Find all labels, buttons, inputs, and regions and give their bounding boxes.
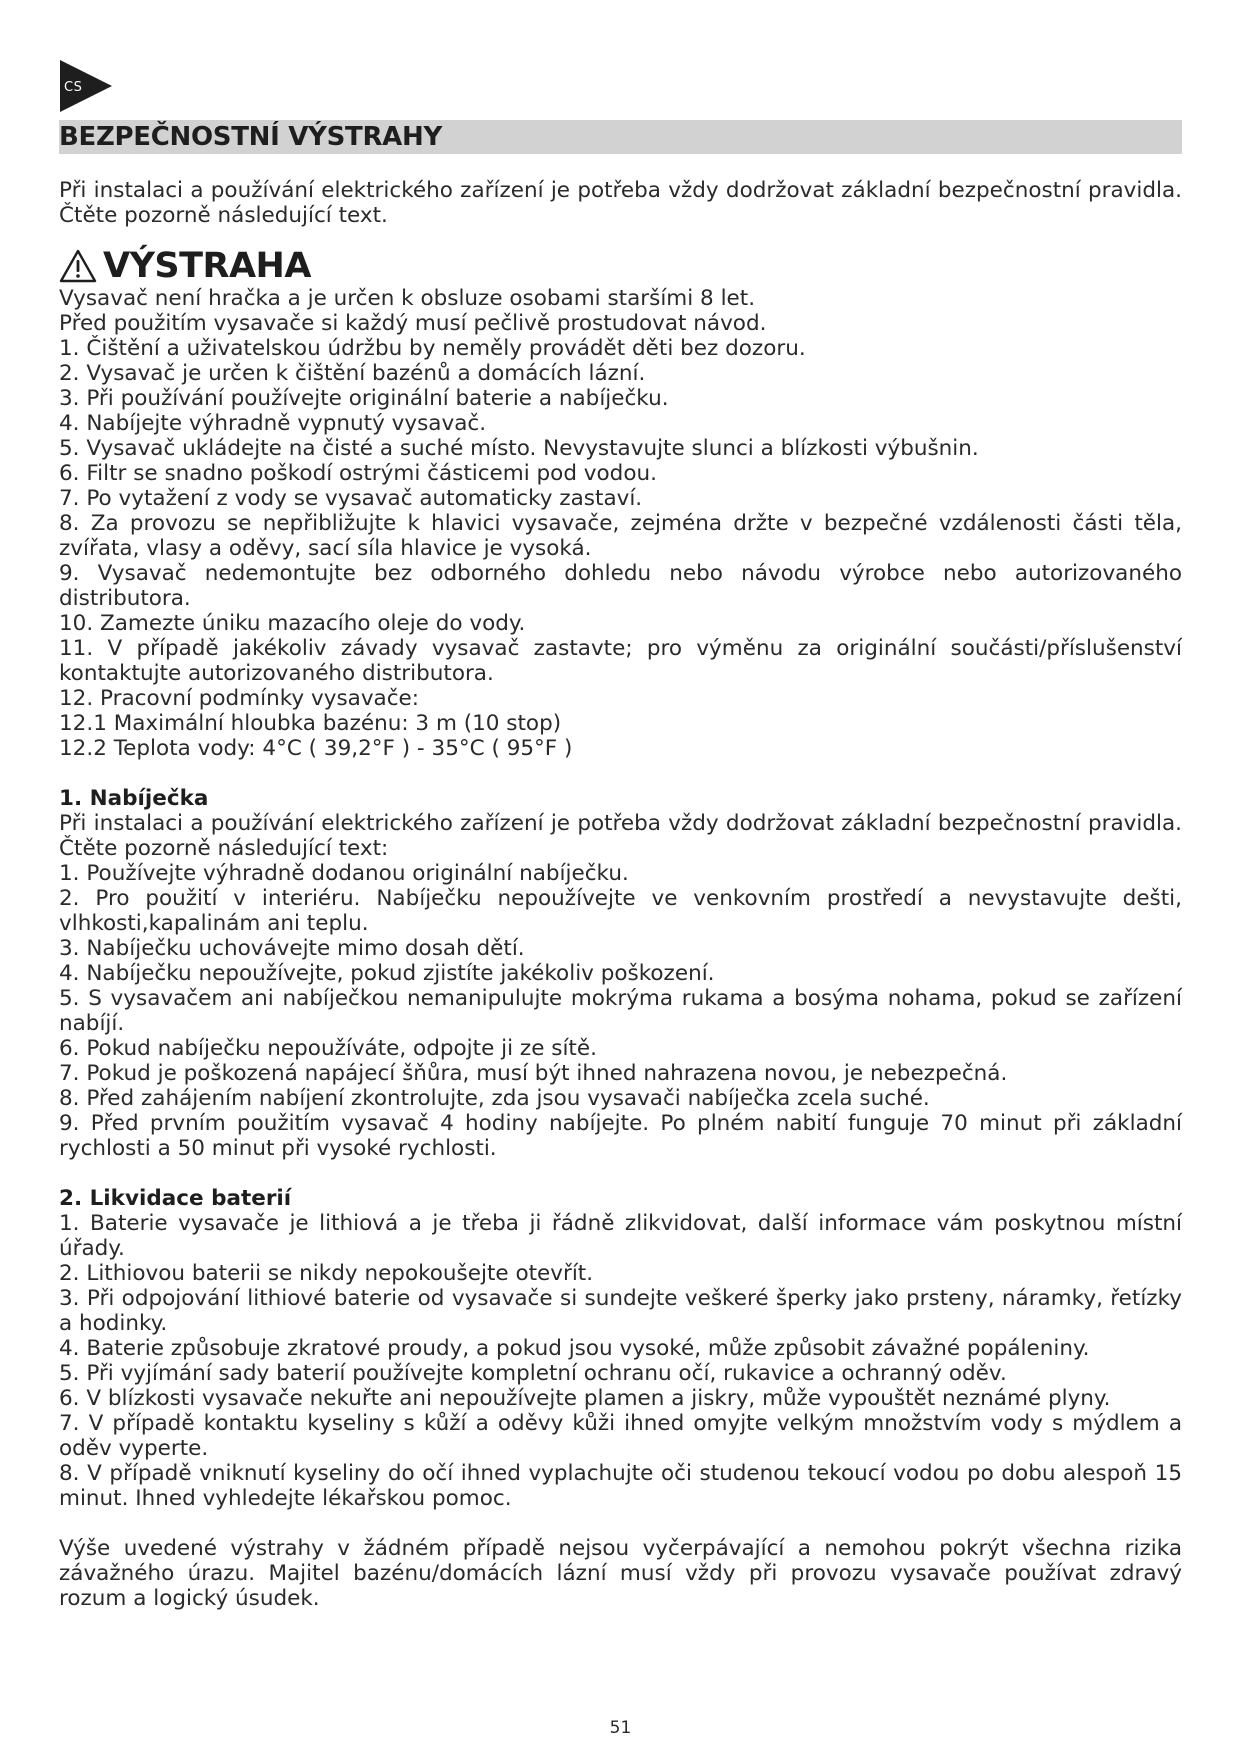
battery-item: 2. Lithiovou baterii se nikdy nepokoušejte otevřít. (59, 1261, 594, 1286)
battery-item: 3. Při odpojování lithiové baterie od vysavače si sundejte veškeré šperky jako prsteny, náramky, řetízky a hodinky. (59, 1286, 1182, 1336)
warning-item: 11. V případě jakékoliv závady vysavač zastavte; pro výměnu za originální součásti/příslušenství kontaktujte autorizovaného distributora. (59, 636, 1182, 686)
charger-item: 9. Před prvním použitím vysavač 4 hodiny nabíjejte. Po plném nabití funguje 70 minut při základní rychlosti a 50 minut při vysoké rychlosti. (59, 1111, 1182, 1161)
intro-paragraph: Při instalaci a používání elektrického zařízení je potřeba vždy dodržovat základní bezpečnostní pravidla. Čtěte pozorně následující text. (59, 178, 1182, 228)
charger-heading: 1. Nabíječka (59, 786, 209, 811)
battery-item: 8. V případě vniknutí kyseliny do očí ihned vyplachujte oči studenou tekoucí vodou po dobu alespoň 15 minut. Ihned vyhledejte lékařskou pomoc. (59, 1461, 1182, 1511)
battery-item: 7. V případě kontaktu kyseliny s kůží a oděvy kůži ihned omyjte velkým množstvím vody s mýdlem a oděv vyperte. (59, 1411, 1182, 1461)
warning-item: 3. Při používání používejte originální baterie a nabíječku. (59, 386, 669, 411)
warning-item: 9. Vysavač nedemontujte bez odborného dohledu nebo návodu výrobce nebo autorizovaného distributora. (59, 561, 1182, 611)
warning-item: Vysavač není hračka a je určen k obsluze osobami staršími 8 let. (59, 286, 756, 311)
charger-item: 2. Pro použití v interiéru. Nabíječku nepoužívejte ve venkovním prostředí a nevystavujte dešti, vlhkosti,kapalinám ani teplu. (59, 886, 1182, 936)
warning-item: 4. Nabíjejte výhradně vypnutý vysavač. (59, 411, 487, 436)
battery-item: 1. Baterie vysavače je lithiová a je třeba ji řádně zlikvidovat, další informace vám poskytnou místní úřady. (59, 1211, 1182, 1261)
charger-item: 6. Pokud nabíječku nepoužíváte, odpojte ji ze sítě. (59, 1036, 597, 1061)
charger-item: 5. S vysavačem ani nabíječkou nemanipulujte mokrýma rukama a bosýma nohama, pokud se zařízení nabíjí. (59, 986, 1182, 1036)
charger-item: Při instalaci a používání elektrického zařízení je potřeba vždy dodržovat základní bezpečnostní pravidla. Čtěte pozorně následující text: (59, 811, 1182, 861)
battery-heading: 2. Likvidace baterií (59, 1186, 292, 1211)
document-body (59, 178, 1182, 1611)
charger-item: 1. Používejte výhradně dodanou originální nabíječku. (59, 861, 629, 886)
warning-item: 10. Zamezte úniku mazacího oleje do vody. (59, 611, 526, 636)
warning-item: 6. Filtr se snadno poškodí ostrými částicemi pod vodou. (59, 461, 657, 486)
section-title-bar (59, 120, 1182, 154)
charger-item: 7. Pokud je poškozená napájecí šňůra, musí být ihned nahrazena novou, je nebezpečná. (59, 1061, 1008, 1086)
warning-item: 12. Pracovní podmínky vysavače: (59, 686, 420, 711)
warning-item: 12.2 Teplota vody: 4°C ( 39,2°F ) - 35°C ( 95°F ) (59, 736, 573, 761)
warning-item: 12.1 Maximální hloubka bazénu: 3 m (10 stop) (59, 711, 562, 736)
closing-paragraph: Výše uvedené výstrahy v žádném případě nejsou vyčerpávající a nemohou pokrýt všechna rizika závažného úrazu. Majitel bazénu/domácích lázní musí vždy při provozu vysavače používat zdravý rozum a logický úsudek. (59, 1536, 1182, 1611)
warning-heading (59, 246, 1182, 286)
battery-list (59, 1211, 1182, 1511)
warning-item: 8. Za provozu se nepřibližujte k hlavici vysavače, zejména držte v bezpečné vzdálenosti části těla, zvířata, vlasy a oděvy, sací síla hlavice je vysoká. (59, 511, 1182, 561)
warning-item: 7. Po vytažení z vody se vysavač automaticky zastaví. (59, 486, 643, 511)
charger-item: 3. Nabíječku uchovávejte mimo dosah dětí. (59, 936, 525, 961)
charger-item: 4. Nabíječku nepoužívejte, pokud zjistíte jakékoliv poškození. (59, 961, 715, 986)
page-number: 51 (609, 1718, 632, 1738)
warning-item: Před použitím vysavače si každý musí pečlivě prostudovat návod. (59, 311, 767, 336)
charger-list (59, 811, 1182, 1161)
charger-item: 8. Před zahájením nabíjení zkontrolujte, zda jsou vysavači nabíječka zcela suché. (59, 1086, 930, 1111)
battery-item: 5. Při vyjímání sady baterií používejte kompletní ochranu očí, rukavice a ochranný oděv. (59, 1361, 1007, 1386)
warning-item: 2. Vysavač je určen k čištění bazénů a domácích lázní. (59, 361, 646, 386)
page-title: BEZPEČNOSTNÍ VÝSTRAHY (59, 122, 442, 152)
battery-item: 4. Baterie způsobuje zkratové proudy, a pokud jsou vysoké, může způsobit závažné popáleniny. (59, 1336, 1090, 1361)
warning-heading-text: VÝSTRAHA (103, 246, 311, 286)
warning-triangle-icon (59, 249, 97, 283)
warning-list (59, 286, 1182, 761)
warning-item: 1. Čištění a uživatelskou údržbu by neměly provádět děti bez dozoru. (59, 336, 806, 361)
battery-item: 6. V blízkosti vysavače nekuřte ani nepoužívejte plamen a jiskry, může vypouštět neznámé plyny. (59, 1386, 1111, 1411)
warning-item: 5. Vysavač ukládejte na čisté a suché místo. Nevystavujte slunci a blízkosti výbušnin. (59, 436, 979, 461)
language-code: CS (64, 80, 83, 95)
